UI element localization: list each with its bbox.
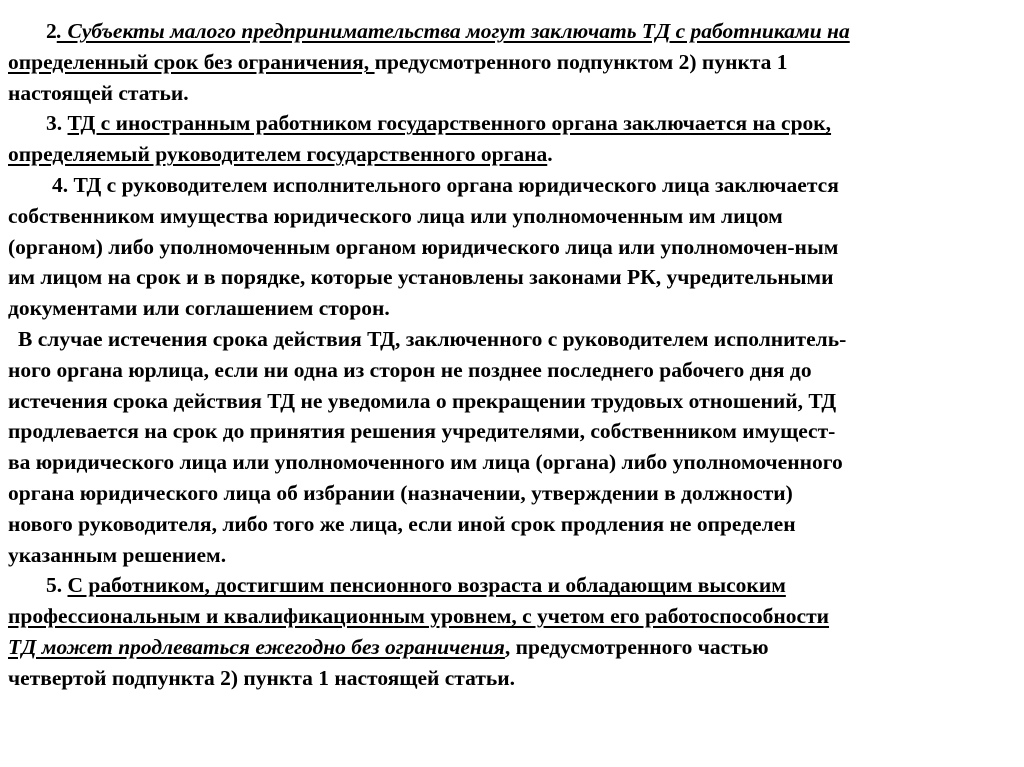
paragraph-4-line-4: им лицом на срок и в порядке, которые установлены законами РК, учредительными xyxy=(8,265,834,290)
paragraph-2-underlined-lead: . Субъекты малого предпринимательства могут заключать ТД с работниками на xyxy=(56,19,850,43)
paragraph-4b-line-7: нового руководителя, либо того же лица, если иной срок продления не определен xyxy=(8,511,796,536)
paragraph-4b-line-2: ного органа юрлица, если ни одна из сторон не позднее последнего рабочего дня до xyxy=(8,357,812,382)
paragraph-5-line-3 xyxy=(8,632,1016,663)
paragraph-2-line-2 xyxy=(8,47,1016,78)
paragraph-2-line-3: настоящей статьи. xyxy=(8,80,189,105)
paragraph-5-number: 5. xyxy=(46,573,68,598)
paragraph-4-line-1: 4. ТД с руководителем исполнительного органа юридического лица заключается xyxy=(52,172,839,197)
paragraph-5-underlined-italic: ТД может продлеваться ежегодно без ограничения xyxy=(8,634,505,659)
paragraph-3-line-1 xyxy=(8,108,1016,139)
paragraph-4-line-2: собственником имущества юридического лица или уполномоченным им лицом xyxy=(8,203,783,228)
paragraph-2-text: предусмотренного подпунктом 2) пункта 1 xyxy=(374,49,788,74)
paragraph-3-number: 3. xyxy=(46,111,68,136)
paragraph-5-line-4: четвертой подпункта 2) пункта 1 настоящей статьи. xyxy=(8,665,516,690)
paragraph-2-underlined-continuation: определенный срок без ограничения, xyxy=(8,49,375,74)
paragraph-2-line-1 xyxy=(8,16,1016,47)
document-body xyxy=(8,16,1016,694)
paragraph-4b-line-4: продлевается на срок до принятия решения учредителями, собственником имущест- xyxy=(8,419,836,444)
paragraph-3-underlined-continuation: определяемый руководителем государственного органа xyxy=(8,142,548,167)
paragraph-4b-line-8: указанным решением. xyxy=(8,542,227,567)
paragraph-2-number: 2 xyxy=(46,19,57,43)
paragraph-4b-line-3: истечения срока действия ТД не уведомила о прекращении трудовых отношений, ТД xyxy=(8,388,837,413)
paragraph-4b-line-5: ва юридического лица или уполномоченного им лица (органа) либо уполномоченного xyxy=(8,450,843,475)
paragraph-5-line-1 xyxy=(8,570,1016,601)
paragraph-5-underlined-continuation: профессиональным и квалификационным уровнем, с учетом его работоспособности xyxy=(8,604,830,629)
paragraph-4-line-3: (органом) либо уполномоченным органом юридического лица или уполномочен-ным xyxy=(8,234,839,259)
paragraph-3-underlined-lead: ТД с иностранным работником государственного органа заключается на срок, xyxy=(67,111,832,136)
paragraph-3-line-2 xyxy=(8,139,1016,170)
paragraph-4b-line-1: В случае истечения срока действия ТД, заключенного с руководителем исполнитель- xyxy=(18,326,847,351)
paragraph-5-underlined-lead: С работником, достигшим пенсионного возраста и обладающим высоким xyxy=(67,573,786,598)
paragraph-4-line-5: документами или соглашением сторон. xyxy=(8,296,390,321)
paragraph-4b-line-6: органа юридического лица об избрании (назначении, утверждении в должности) xyxy=(8,480,793,505)
paragraph-3-end: . xyxy=(547,142,553,167)
paragraph-5-text: , предусмотренного частью xyxy=(504,634,769,659)
paragraph-5-line-2 xyxy=(8,601,1016,632)
